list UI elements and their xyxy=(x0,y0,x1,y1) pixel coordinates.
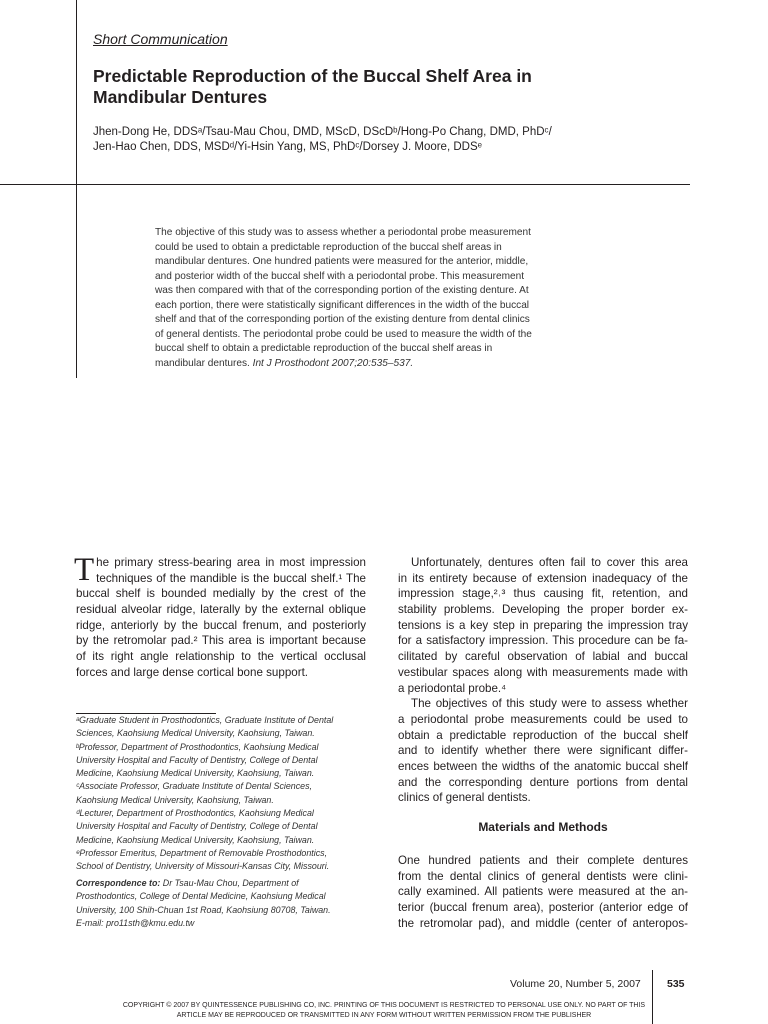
drop-cap: T xyxy=(74,552,95,588)
copyright-notice xyxy=(20,1001,748,1021)
body-line: and to identify whether there were significant differ- xyxy=(398,744,688,758)
body-line: from the dental clinics of general dentists were clini- xyxy=(398,869,688,883)
body-line: stability problems. Developing the proper border ex- xyxy=(398,603,688,617)
body-line: ences between the widths of the anatomic buccal shelf xyxy=(398,759,688,773)
correspondence-block xyxy=(76,877,368,930)
body-line: forces and large dense cortical bone support. xyxy=(76,665,309,679)
body-line: in its entirety because of extension inadequacy of the xyxy=(398,571,688,585)
body-line: the retromolar pad), and middle (center of anteropos- xyxy=(398,916,688,930)
footnote-line: University Hospital and Faculty of Dentistry, College of Dental xyxy=(76,754,318,765)
title-line-1: Predictable Reproduction of the Buccal Shelf Area in xyxy=(93,66,532,86)
section-label: Short Communication xyxy=(93,31,228,47)
footnote-line: ᵈLecturer, Department of Prosthodontics, Kaohsiung Medical xyxy=(76,808,314,819)
abstract-line: shelf and that of the corresponding portion of the existing denture from dental clinics xyxy=(155,314,530,325)
body-line: he primary stress-bearing area in most impression xyxy=(96,556,366,569)
abstract-line: could be used to obtain a predictable reproduction of the buccal shelf areas in xyxy=(155,241,502,253)
body-line: buccal shelf is bounded medially by the crest of the xyxy=(76,587,366,601)
footnote-line: School of Dentistry, University of Missouri-Kansas City, Missouri. xyxy=(76,861,330,872)
body-line: impression stage,²˒³ thus causing fit, retention, and xyxy=(398,587,688,601)
body-line: One hundred patients and their complete dentures xyxy=(398,854,688,867)
correspondence-label: Correspondence to: xyxy=(76,878,161,888)
footnote-line: Medicine, Kaohsiung Medical University, Kaohsiung, Taiwan. xyxy=(76,768,315,779)
body-line: a periodontal probe measurements could be used to xyxy=(398,712,688,726)
body-left-column xyxy=(74,552,366,681)
body-line: for a satisfactory impression. This procedure can be fa- xyxy=(398,634,688,648)
abstract-last-line xyxy=(155,357,603,372)
section-heading-materials-methods: Materials and Methods xyxy=(478,820,608,834)
body-right-column-continued xyxy=(398,853,688,931)
body-line: clinics of general dentists. xyxy=(398,791,531,805)
body-line: terior (buccal frenum area), posterior (anterior edge of xyxy=(398,901,688,915)
footnote-line: ᵃGraduate Student in Prosthodontics, Graduate Institute of Dental xyxy=(76,715,334,725)
abstract-citation: Int J Prosthodont 2007;20:535–537. xyxy=(252,357,414,369)
correspondence-first-line xyxy=(76,877,368,890)
body-right-column xyxy=(398,555,688,806)
body-line: and the corresponding denture portions from dental xyxy=(398,775,688,789)
abstract-line: The objective of this study was to assess whether a periodontal probe measurement xyxy=(155,227,531,238)
footnote-line: ᵇProfessor, Department of Prosthodontics, Kaohsiung Medical xyxy=(76,741,319,752)
copyright-line-1: COPYRIGHT © 2007 BY QUINTESSENCE PUBLISHING CO, INC. PRINTING OF THIS DOCUMENT IS RESTRICTED TO PERSONAL USE ONLY. NO PART OF THIS xyxy=(122,1002,646,1009)
body-line: tensions is a key step in preparing the impression tray xyxy=(398,618,688,632)
correspondence-email[interactable]: E-mail: pro11sth@kmu.edu.tw xyxy=(76,917,195,928)
footnote-line: Sciences, Kaohsiung Medical University, Kaohsiung, Taiwan. xyxy=(76,728,315,739)
author-line-1: Jhen-Dong He, DDSᵃ/Tsau-Mau Chou, DMD, MScD, DScDᵇ/Hong-Po Chang, DMD, PhDᶜ/ xyxy=(93,126,552,138)
page-number: 535 xyxy=(667,978,685,990)
footnote-line: Kaohsiung Medical University, Kaohsiung, Taiwan. xyxy=(76,794,274,805)
correspondence-text: Dr Tsau-Mau Chou, Department of xyxy=(162,878,299,888)
abstract-line: of general dentists. The periodontal probe could be used to measure the width of the xyxy=(155,328,532,340)
author-line-2: Jen-Hao Chen, DDS, MSDᵈ/Yi-Hsin Yang, MS, PhDᶜ/Dorsey J. Moore, DDSᵉ xyxy=(93,141,482,153)
abstract xyxy=(155,226,603,371)
body-line: vestibular spaces along with measurements made with xyxy=(398,665,688,679)
footnote-line: Medicine, Kaohsiung Medical University, Kaohsiung, Taiwan. xyxy=(76,834,315,845)
volume-info: Volume 20, Number 5, 2007 xyxy=(510,978,641,990)
correspondence-line: University, 100 Shih-Chuan 1st Road, Kaohsiung 80708, Taiwan. xyxy=(76,904,331,915)
body-line: cally examined. All patients were measured at the an- xyxy=(398,885,688,899)
copyright-line-2: ARTICLE MAY BE REPRODUCED OR TRANSMITTED IN ANY FORM WITHOUT WRITTEN PERMISSION FROM THE PUBLISHER xyxy=(176,1012,592,1019)
abstract-line: and posterior width of the buccal shelf with a periodontal probe. This measurement xyxy=(155,270,525,282)
header-horizontal-rule xyxy=(0,184,690,185)
body-line: obtain a predictable reproduction of the buccal shelf xyxy=(398,728,688,742)
article-title xyxy=(93,66,653,108)
correspondence-line: Prosthodontics, College of Dental Medicine, Kaohsiung Medical xyxy=(76,891,326,902)
abstract-line: mandibular dentures. One hundred patients were measured for the anterior, middle, xyxy=(155,256,529,267)
footnote-line: ᶜAssociate Professor, Graduate Institute of Dental Sciences, xyxy=(76,781,313,792)
body-line: of its right angle relationship to the vertical occlusal xyxy=(76,650,366,664)
body-line: residual alveolar ridge, laterally by the external oblique xyxy=(76,603,366,617)
left-vertical-rule xyxy=(76,0,77,378)
body-line: techniques of the mandible is the buccal shelf.¹ The xyxy=(96,571,366,585)
author-list xyxy=(93,125,653,155)
abstract-line: each portion, there were statistically significant differences in the width of the buccal xyxy=(155,299,530,311)
abstract-last-text: mandibular dentures. xyxy=(155,357,250,369)
body-line: cilitated by careful observation of labial and buccal xyxy=(398,650,688,664)
body-line: Unfortunately, dentures often fail to cover this area xyxy=(411,556,688,569)
abstract-line: buccal shelf to obtain a predictable reproduction of the buccal shelf areas in xyxy=(155,343,493,354)
title-line-2: Mandibular Dentures xyxy=(93,87,268,107)
body-line: The objectives of this study were to assess whether xyxy=(411,697,688,711)
body-line: a periodontal probe.⁴ xyxy=(398,681,507,695)
footnote-line: ᵉProfessor Emeritus, Department of Removable Prosthodontics, xyxy=(76,847,328,858)
abstract-line: was then compared with that of the corresponding portion of the existing denture. At xyxy=(155,285,529,296)
body-line: ridge, anteriorly by the buccal frenum, and posteriorly xyxy=(76,618,366,632)
footnote-line: University Hospital and Faculty of Dentistry, College of Dental xyxy=(76,821,318,832)
body-line: by the retromolar pad.² This area is important because xyxy=(76,634,366,648)
affiliation-footnotes xyxy=(76,714,368,874)
